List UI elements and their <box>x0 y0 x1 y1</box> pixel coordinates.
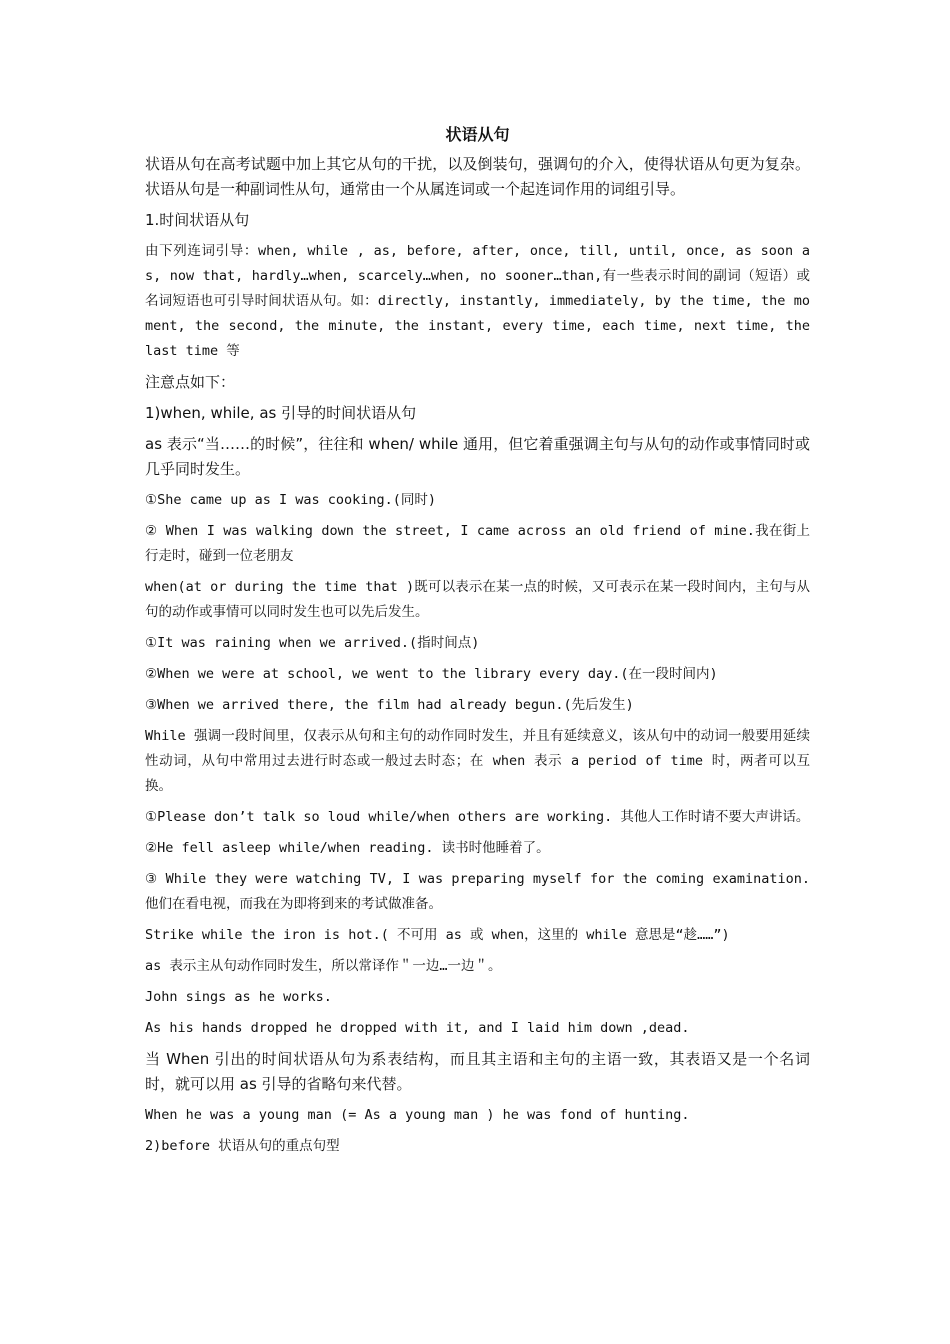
while-explanation: While 强调一段时间里，仅表示从句和主句的动作同时发生，并且有延续意义，该从句中的动词一般要用延续性动词，从句中常用过去进行时态或一般过去时态；在 when 表示 a period of time 时，两者可以互换。 <box>145 728 810 794</box>
intro-paragraph: 状语从句在高考试题中加上其它从句的干扰，以及倒装句，强调句的介入，使得状语从句更为复杂。状语从句是一种副词性从句，通常由一个从属连词或一个起连词作用的词组引导。 <box>145 155 810 198</box>
ellipsis-explanation: 当 When 引出的时间状语从句为系表结构，而且其主语和主句的主语一致，其表语又是一个名词时，就可以用 as 引导的省略句来代替。 <box>145 1050 810 1093</box>
example-line: ② When I was walking down the street, I came across an old friend of mine.我在街上行走时，碰到一位老朋友 <box>145 523 810 564</box>
when-explanation: when(at or during the time that )既可以表示在某一点的时候，又可表示在某一段时间内，主句与从句的动作或事情可以同时发生也可以先后发生。 <box>145 579 810 620</box>
example-line: John sings as he works. <box>145 989 332 1005</box>
example-line: As his hands dropped he dropped with it, and I laid him down ,dead. <box>145 1020 690 1036</box>
subsection-heading: 1)when, while, as 引导的时间状语从句 <box>145 404 417 422</box>
example-line: ②He fell asleep while/when reading. 读书时他睡着了。 <box>145 840 550 856</box>
conjunction-list-paragraph: 由下列连词引导：when, while , as, before, after, once, till, until, once, as soon as, now that, hardly…when, scarcely…when, no sooner…than,有一些表示时间的副词（短语）或名词短语也可引导时间状语从句。如：directly, instantly, immediately, by the time, the moment, the second, the minute, the instant, every time, each time, next time, the last time 等 <box>145 243 810 359</box>
subsection-heading: 2)before 状语从句的重点句型 <box>145 1138 340 1154</box>
example-line: When he was a young man (= As a young man ) he was fond of hunting. <box>145 1107 690 1123</box>
section-heading: 1.时间状语从句 <box>145 211 250 229</box>
document-title: 状语从句 <box>445 125 510 144</box>
example-line: ①It was raining when we arrived.(指时间点) <box>145 635 480 651</box>
document-body <box>145 124 810 1165</box>
as-explanation: as 表示“当……的时候”，往往和 when/ while 通用，但它着重强调主句与从句的动作或事情同时或几乎同时发生。 <box>145 435 810 478</box>
example-line: Strike while the iron is hot.( 不可用 as 或 when，这里的 while 意思是“趁……”) <box>145 927 730 943</box>
example-line: ②When we were at school, we went to the library every day.(在一段时间内) <box>145 666 718 682</box>
example-line: ①Please don’t talk so loud while/when others are working. 其他人工作时请不要大声讲话。 <box>145 809 810 825</box>
notes-heading: 注意点如下： <box>145 373 236 391</box>
example-line: ①She came up as I was cooking.(同时) <box>145 492 437 508</box>
as-meaning-note: as 表示主从句动作同时发生，所以常译作＂一边…一边＂。 <box>145 958 502 974</box>
example-line: ③When we arrived there, the film had already begun.(先后发生) <box>145 697 634 713</box>
example-line: ③ While they were watching TV, I was preparing myself for the coming examination. 他们在看电视，而我在为即将到来的考试做准备。 <box>145 871 810 912</box>
